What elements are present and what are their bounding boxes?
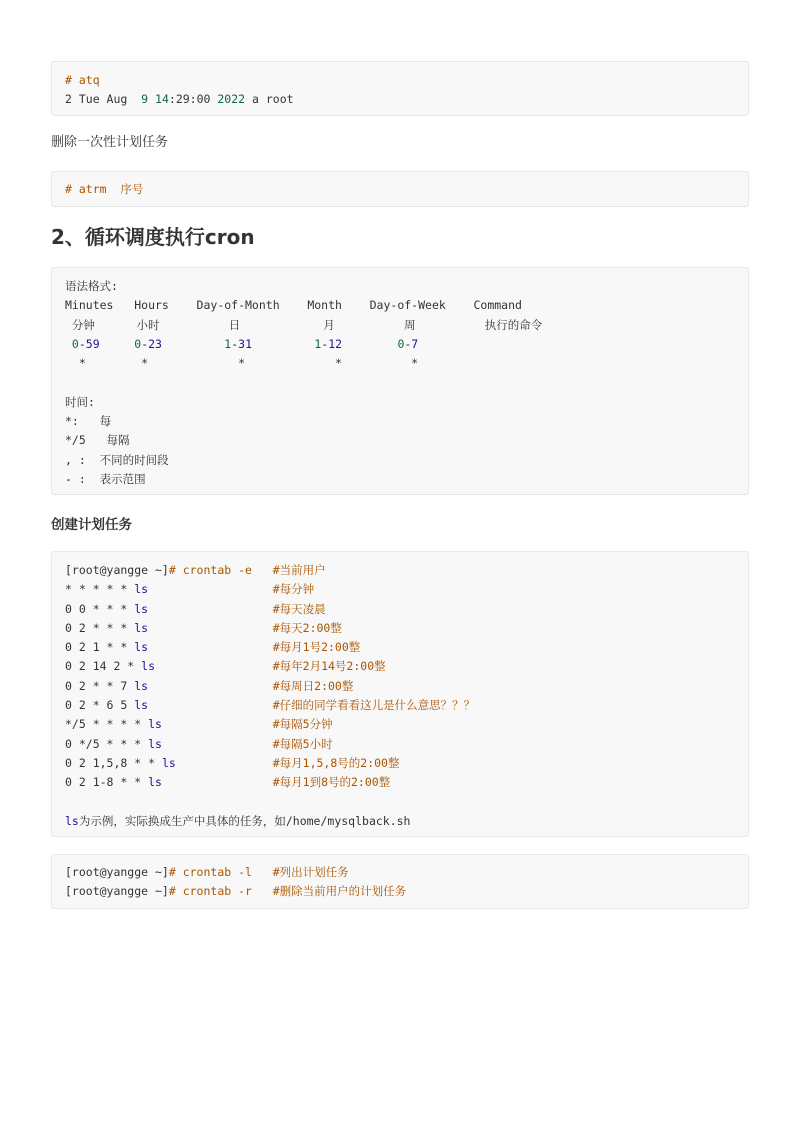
crontab-line: 0 2 * * * ls #每天2:00整 [65, 620, 342, 635]
code-line: *: 每 [65, 414, 112, 429]
crontab-line: 0 2 * 6 5 ls #仔细的同学看看这儿是什么意思？？？ [65, 698, 476, 713]
document-page [51, 61, 749, 909]
code-block-cron-syntax [51, 267, 749, 495]
crontab-line: 0 2 * * 7 ls #每周日2:00整 [65, 678, 354, 693]
code-line: 语法格式: [65, 279, 118, 293]
code-line: 时间: [65, 394, 95, 409]
code-line: , : 不同的时间段 [65, 452, 169, 467]
crontab-line: [root@yangge ~]# crontab -e #当前用户 [65, 563, 326, 577]
code-line: Minutes Hours Day-of-Month Month Day-of-Week Command [65, 298, 522, 313]
crontab-line: * * * * * ls #每分钟 [65, 582, 315, 597]
code-line-blank [65, 373, 735, 392]
code-block-atq [51, 61, 749, 116]
code-line: 2 Tue Aug 9 14:29:00 2022 a root [65, 92, 294, 107]
section-heading: 2、循环调度执行cron [51, 225, 255, 249]
code-block-crontab [51, 551, 749, 837]
code-line: */5 每隔 [65, 433, 130, 448]
crontab-line: 0 2 1,5,8 * * ls #每月1,5,8号的2:00整 [65, 755, 400, 770]
code-line: # atq [65, 73, 100, 87]
code-line: - : 表示范围 [65, 471, 146, 486]
crontab-line: [root@yangge ~]# crontab -r #删除当前用户的计划任务 [65, 884, 407, 899]
code-line: 0-59 0-23 1-31 1-12 0-7 [65, 336, 419, 351]
code-line: # atrm 序号 [65, 182, 144, 196]
crontab-line: */5 * * * * ls #每隔5分钟 [65, 717, 333, 732]
crontab-line: 0 2 1 * * ls #每月1号2:00整 [65, 640, 361, 655]
code-line: * * * * * [65, 356, 419, 371]
code-line: 分钟 小时 日 月 周 执行的命令 [65, 317, 543, 332]
crontab-line: [root@yangge ~]# crontab -l #列出计划任务 [65, 865, 349, 879]
code-block-atrm [51, 171, 749, 207]
paragraph: 删除一次性计划任务 [51, 135, 169, 150]
crontab-line: 0 2 1-8 * * ls #每月1到8号的2:00整 [65, 775, 391, 790]
code-line-blank [65, 793, 735, 812]
code-block-crontab-list [51, 854, 749, 909]
subheading: 创建计划任务 [51, 517, 132, 533]
crontab-line: 0 2 14 2 * ls #每年2月14号2:00整 [65, 659, 386, 674]
crontab-line: 0 */5 * * * ls #每隔5小时 [65, 736, 333, 751]
crontab-line: 0 0 * * * ls #每天凌晨 [65, 601, 326, 616]
code-line: ls为示例，实际换成生产中具体的任务，如/home/mysqlback.sh [65, 813, 411, 828]
